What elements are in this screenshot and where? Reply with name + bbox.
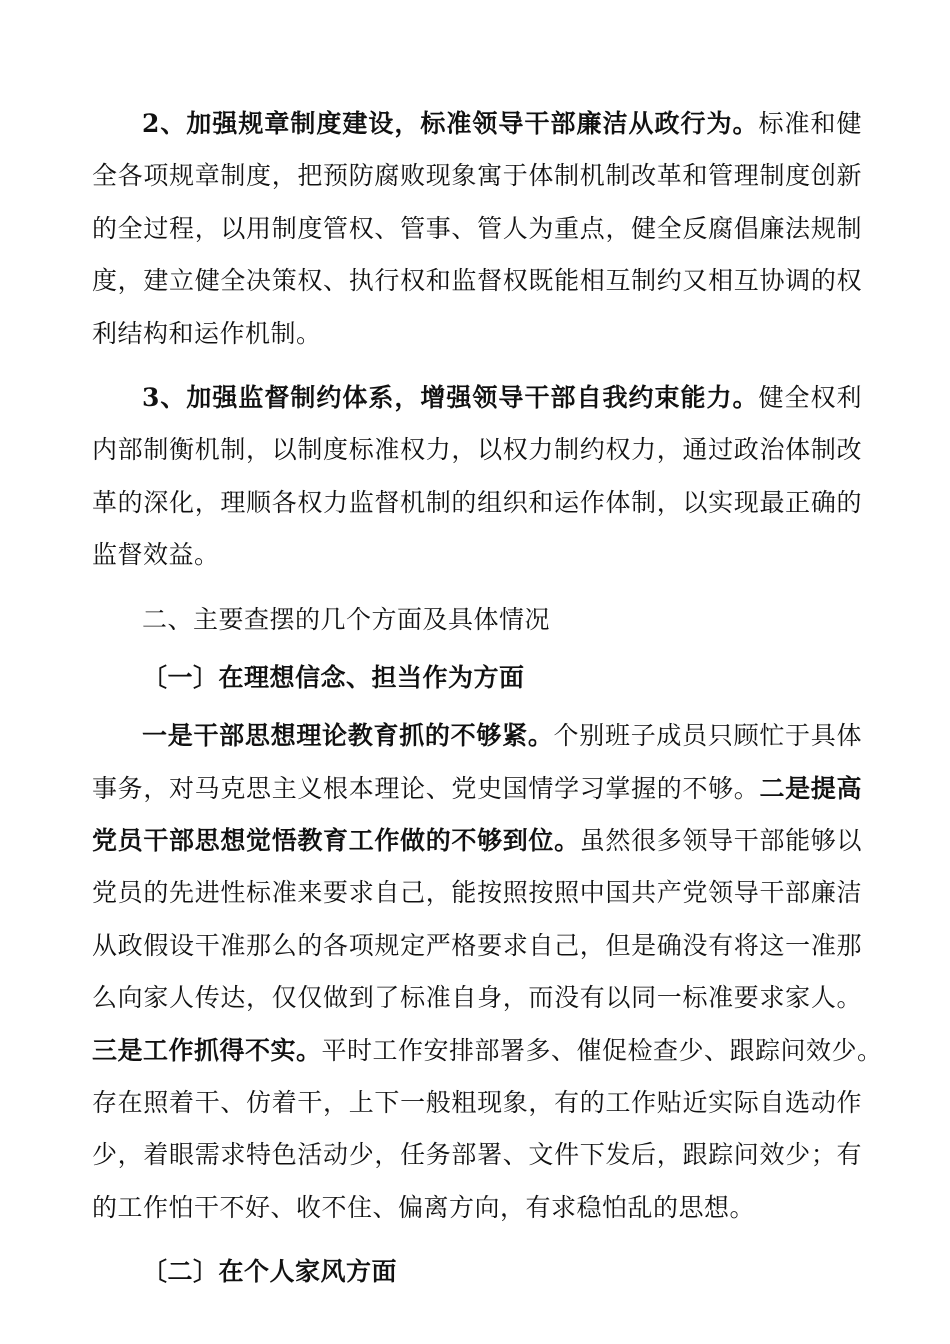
- paragraph-2-heading: 3、加强监督制约体系，增强领导干部自我约束能力。: [142, 382, 759, 412]
- paragraph-3-point-2: 二是提高: [759, 773, 862, 803]
- paragraph-3-point-3: 三是工作抓得不实。: [92, 1035, 322, 1065]
- paragraph-3-text-2: 事务，对马克思主义根本理论、党史国情学习掌握的不够。: [92, 773, 760, 803]
- paragraph-2-line-4: 监督效益。: [92, 540, 220, 570]
- paragraph-2-text: 健全权利: [758, 382, 862, 412]
- paragraph-2-line-1: [92, 372, 862, 424]
- paragraph-1-line-5: 利结构和运作机制。: [92, 318, 322, 348]
- paragraph-1-line-4: 度，建立健全决策权、执行权和监督权既能相互制约又相互协调的权: [92, 266, 862, 296]
- paragraph-3-line-8: 存在照着干、仿着干，上下一般粗现象，有的工作贴近实际自选动作: [92, 1088, 862, 1118]
- paragraph-1-heading: 2、加强规章制度建设，标准领导干部廉洁从政行为。: [142, 109, 759, 138]
- paragraph-1-line-1: [92, 98, 862, 150]
- paragraph-3-text-3: 虽然很多领导干部能够以: [579, 826, 862, 856]
- paragraph-3-line-6: 么向家人传达，仅仅做到了标准自身，而没有以同一标准要求家人。: [92, 983, 862, 1013]
- paragraph-2-line-2: 内部制衡机制，以制度标准权力，以权力制约权力，通过政治体制改: [92, 435, 862, 465]
- paragraph-3-line-1: [92, 710, 862, 762]
- paragraph-3-line-9: 少，着眼需求特色活动少，任务部署、文件下发后，跟踪问效少；有: [92, 1140, 862, 1170]
- paragraph-1-line-3: 的全过程，以用制度管权、管事、管人为重点，健全反腐倡廉法规制: [92, 213, 862, 243]
- section-heading-2: 二、主要查摆的几个方面及具体情况: [142, 604, 551, 634]
- paragraph-3-line-2: [92, 763, 862, 815]
- subsection-heading-2: 〔二〕在个人家风方面: [142, 1257, 398, 1287]
- subsection-heading-1: 〔一〕在理想信念、担当作为方面: [142, 662, 525, 692]
- document-page: [92, 98, 883, 1299]
- paragraph-3-line-10: 的工作怕干不好、收不住、偏离方向，有求稳怕乱的思想。: [92, 1192, 756, 1222]
- paragraph-3-line-3: [92, 815, 862, 867]
- paragraph-2-line-3: 革的深化，理顺各权力监督机制的组织和运作体制，以实现最正确的: [92, 487, 862, 517]
- paragraph-1-text: 标准和健: [758, 109, 862, 138]
- paragraph-3-text-7: 平时工作安排部署多、催促检查少、跟踪问效少。: [321, 1035, 883, 1065]
- paragraph-3-point-2-cont: 党员干部思想觉悟教育工作做的不够到位。: [92, 826, 580, 856]
- paragraph-3-line-7: [92, 1025, 883, 1077]
- paragraph-3-text-1: 个别班子成员只顾忙于具体: [553, 721, 862, 751]
- paragraph-3-line-5: 从政假设干准那么的各项规定严格要求自己，但是确没有将这一准那: [92, 930, 862, 960]
- paragraph-3-point-1: 一是干部思想理论教育抓的不够紧。: [142, 721, 554, 751]
- paragraph-3-line-4: 党员的先进性标准来要求自己，能按照按照中国共产党领导干部廉洁: [92, 878, 862, 908]
- paragraph-1-line-2: 全各项规章制度，把预防腐败现象寓于体制机制改革和管理制度创新: [92, 161, 862, 191]
